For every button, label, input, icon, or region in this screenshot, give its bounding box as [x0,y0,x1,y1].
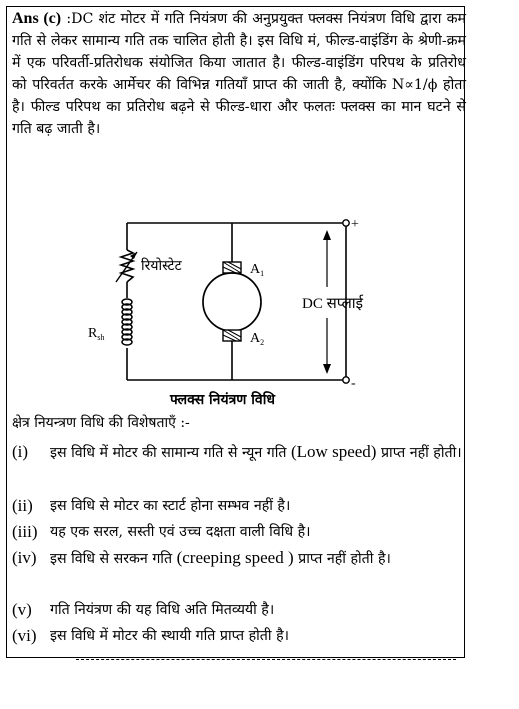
feature-item-4 [12,546,464,571]
feature-text: गति नियंत्रण की यह विधि अति मितव्ययी है। [50,602,275,618]
feature-item-3 [12,520,464,544]
feature-latin-text: (creeping speed ) [176,548,294,567]
feature-item-1 [12,440,464,465]
feature-text-continued: प्राप्त नहीं होती है। [298,551,391,567]
cut-off-next-line [76,659,456,660]
feature-text: इस विधि में मोटर की स्थायी गति प्राप्त होती है। [50,628,289,644]
minus-label: - [351,376,356,391]
rheostat-label: रियोस्टेट [141,258,182,274]
shunt-field-coil [122,299,132,345]
feature-number: (iv) [12,548,37,567]
feature-number: (v) [12,600,32,619]
feature-text: इस विधि से मोटर का स्टार्ट होना सम्भव नहीं है। [50,498,291,514]
plus-label: + [351,217,359,232]
rheostat-symbol [116,250,137,282]
feature-item-6 [12,624,464,648]
shunt-resistance-label: $R_{sh}$ [88,326,105,342]
feature-text: इस विधि से सरकन गति [50,551,173,567]
feature-latin-text: (Low speed) [291,442,377,461]
feature-text: यह एक सरल, सस्ती एवं उच्च दक्षता वाली विधि है। [50,524,311,540]
feature-text-continued: प्राप्त नहीं होती। [380,445,462,461]
dc-supply-label: DC सप्लाई [302,296,364,312]
feature-number: (vi) [12,626,37,645]
feature-number: (i) [12,442,29,461]
brush-a1-label: $A_1$ [250,262,265,278]
armature-circle [203,273,261,331]
positive-terminal [343,220,349,226]
negative-terminal [343,377,349,383]
answer-label: Ans (c) [12,10,62,27]
features-heading: क्षेत्र नियन्त्रण विधि की विशेषताएँ :- [12,415,190,431]
diagram-caption: फ्लक्स नियंत्रण विधि [170,392,275,408]
brush-a2-label: $A_2$ [250,331,265,347]
feature-number: (iii) [12,522,38,541]
feature-item-5 [12,598,464,622]
feature-text: इस विधि में मोटर की सामान्य गति से न्यून गति [50,445,287,461]
feature-item-2 [12,494,464,518]
feature-number: (ii) [12,496,33,515]
answer-text: :DC शंट मोटर में गति नियंत्रण की अनुप्रयुक्त फ्लक्स नियंत्रण विधि द्वारा कम गति से लेकर सामान्य गति तक चालित होती है। इस विधि मं, फील्ड-वाइंडिंग के श्रेणी-क्रम में एक परिवर्ती-प्रतिरोधक संयोजित किया जातात है। फील्ड-वाइंडिंग परिपथ के प्रतिरोध को परिवर्तत करके आर्मेचर की विभिन्न गतियाँ प्राप्त की जाती है, क्योंकि N∝1/ϕ होता है। फील्ड परिपथ का प्रतिरोध बढ़ने से फील्ड-धारा और फलतः फ्लक्स का मान घटने से गति बढ़ जाती है। [12,11,466,137]
